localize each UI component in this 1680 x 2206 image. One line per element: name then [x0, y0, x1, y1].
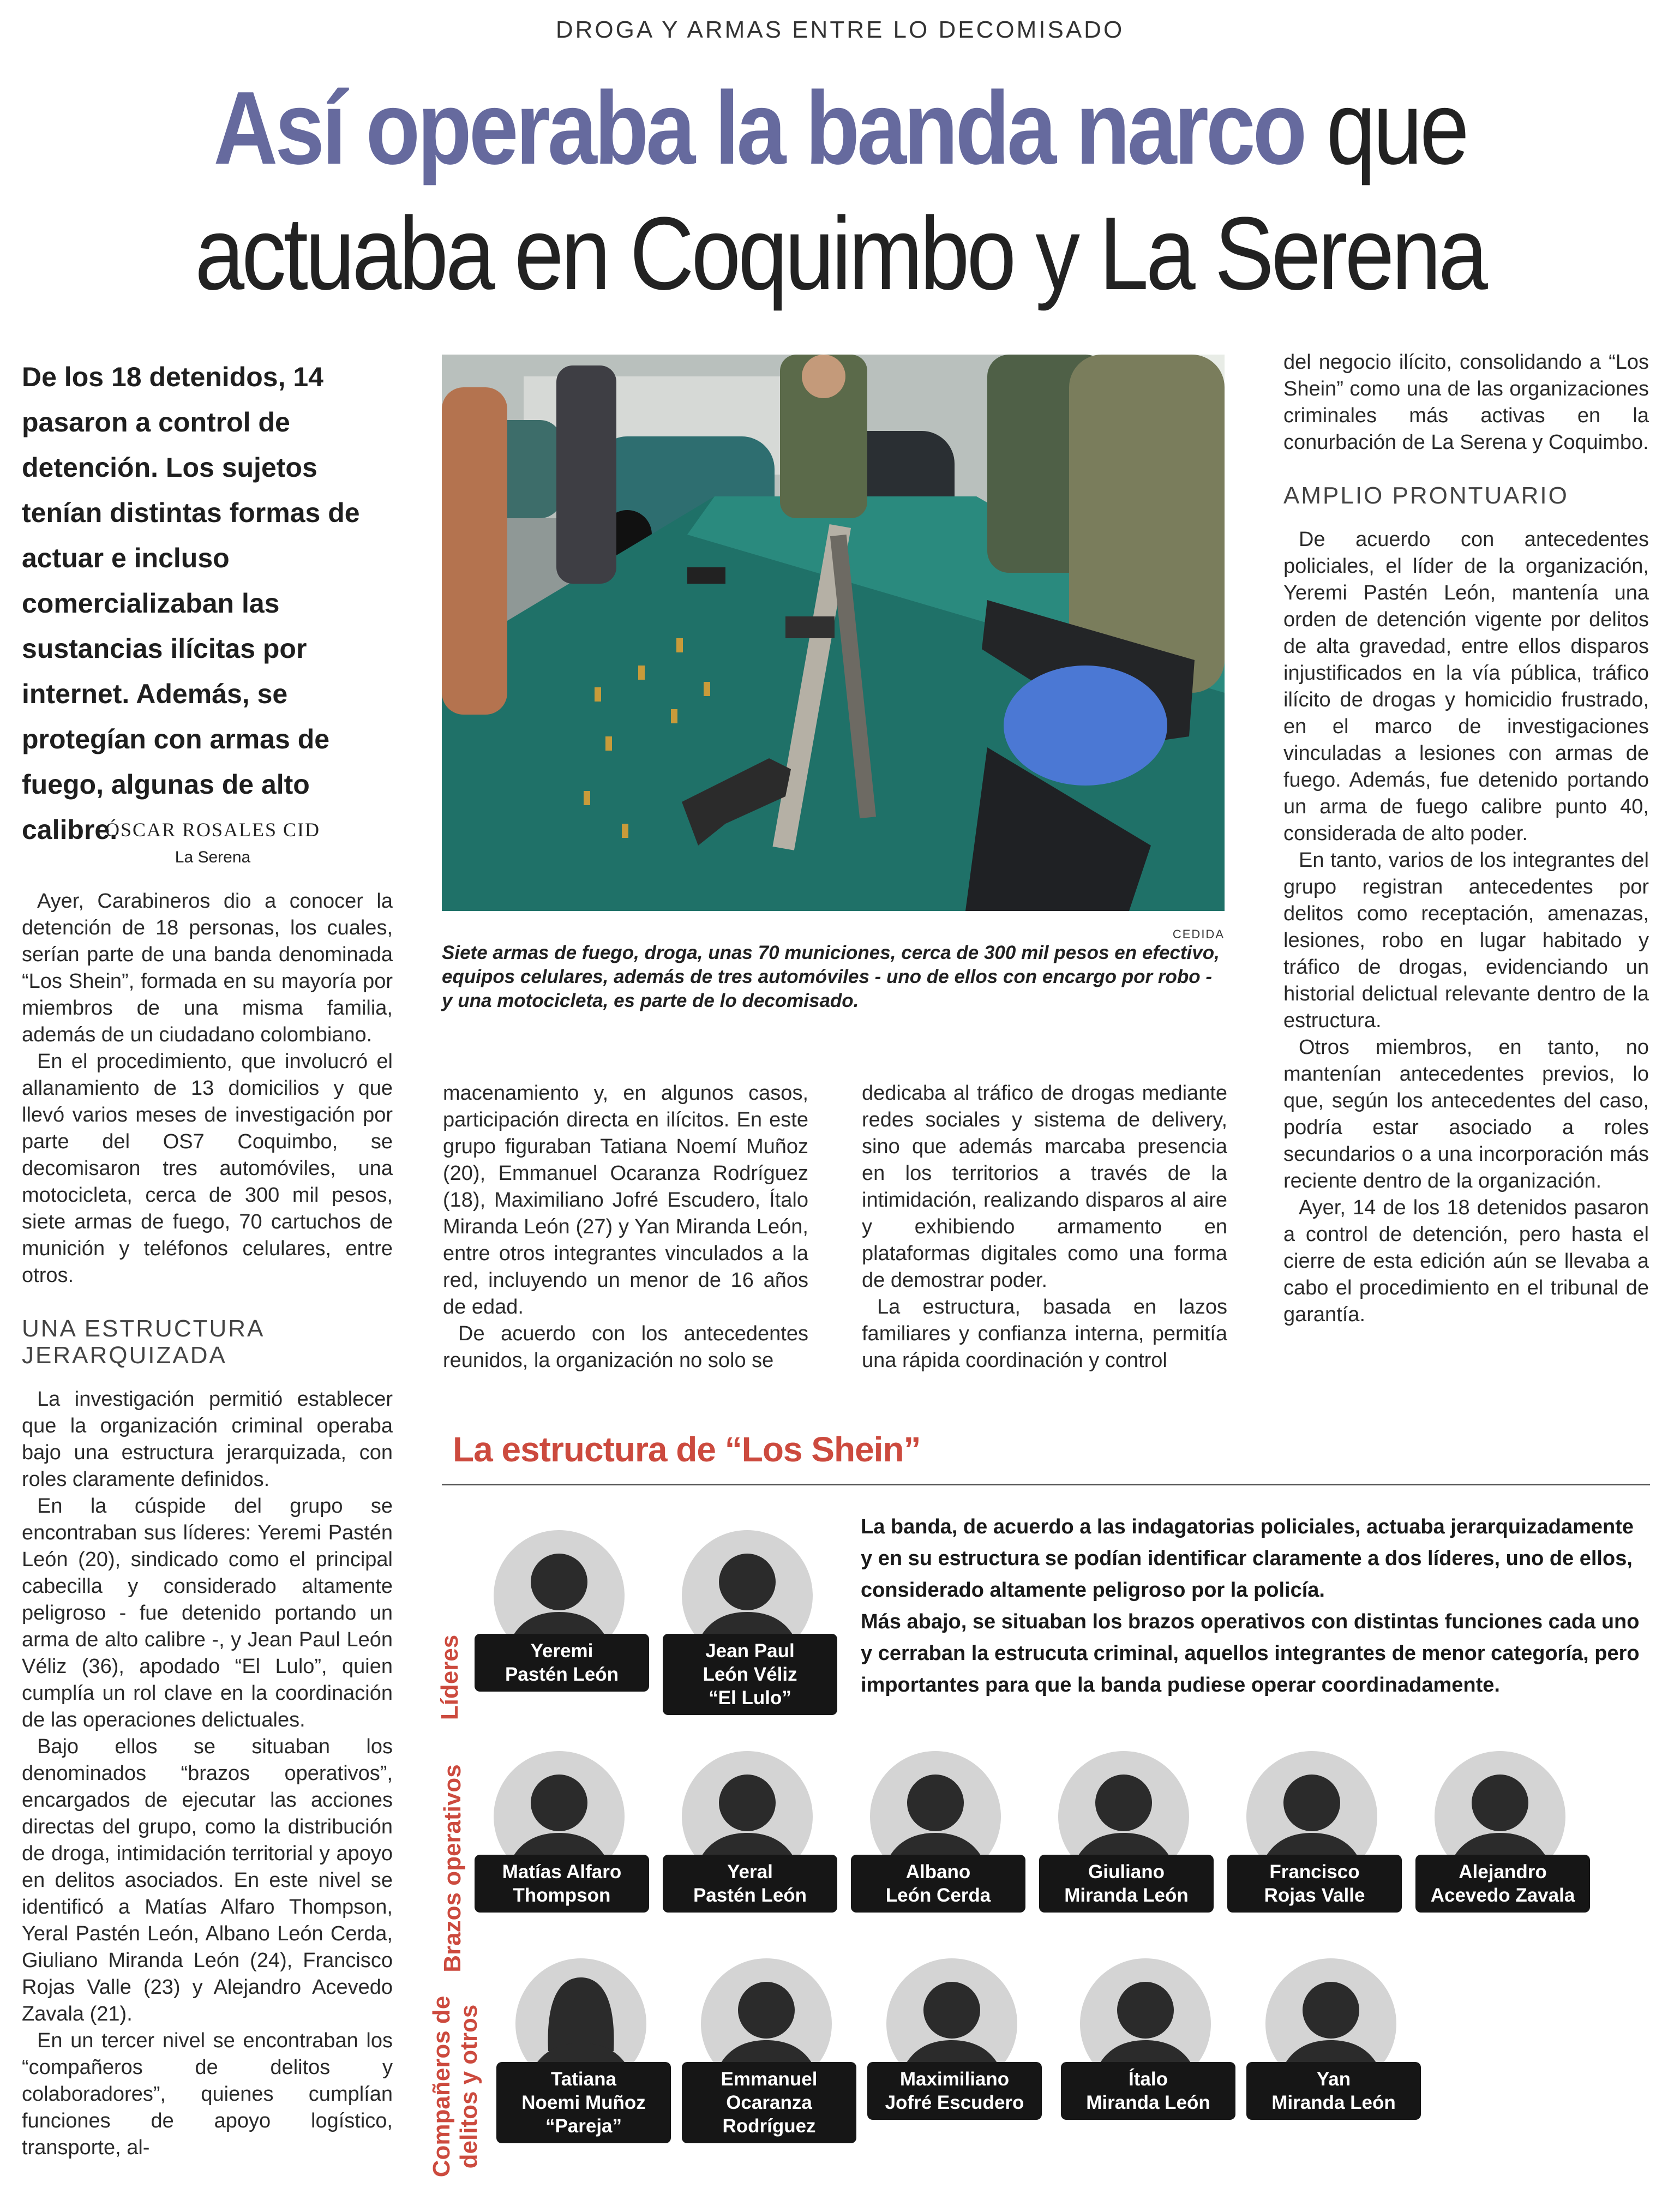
article-column-2 — [443, 1080, 808, 1374]
article-column-3 — [862, 1080, 1227, 1374]
kicker: DROGA Y ARMAS ENTRE LO DECOMISADO — [555, 16, 1125, 43]
member-card — [663, 1751, 837, 1931]
member-card — [1415, 1751, 1590, 1931]
member-name: Alejandro Acevedo Zavala — [1415, 1855, 1590, 1913]
row-label-partners — [428, 1977, 488, 2196]
infographic-text-1: La banda, de acuerdo a las indagatorias policiales, actuaba jerarquizadamente y en su estructura se podían identificar claramente a dos líderes, uno de ellos, considerado altamente peligroso por la policía. — [861, 1515, 1634, 1602]
headline-highlight: Así operaba la banda narco — [213, 70, 1305, 186]
infographic-title: La estructura de “Los Shein” — [453, 1430, 921, 1469]
headline-line2: actuaba en Coquimbo y La Serena — [195, 196, 1485, 311]
row-label-leaders: Líderes — [436, 1634, 463, 1721]
member-name: Yan Miranda León — [1246, 2062, 1421, 2120]
paragraph: macenamiento y, en algunos casos, participación directa en ilícitos. En este grupo figuraban Tatiana Noemí Muñoz (20), Emmanuel Ocaranza Rodríguez (18), Maximiliano Jofré Escudero, Ítalo Miranda León (27) y Yan Miranda León, entre otros integrantes vinculados a la red, incluyendo un menor de 16 años de edad. — [443, 1082, 808, 1318]
paragraph: La estructura, basada en lazos familiares y confianza interna, permitía una rápida coordinación y control — [862, 1296, 1227, 1372]
byline-city: La Serena — [175, 848, 251, 866]
seized-items-photo — [442, 355, 1225, 911]
member-card — [475, 1751, 649, 1931]
member-name: Yeral Pastén León — [663, 1855, 837, 1913]
article-column-4 — [1283, 349, 1649, 1328]
member-card — [851, 1751, 1025, 1931]
member-card — [1039, 1751, 1214, 1931]
row-label-partners-line2: delitos y otros — [455, 2004, 482, 2169]
byline-author: ÓSCAR ROSALES CID — [105, 819, 321, 841]
member-card — [867, 1958, 1042, 2138]
headline — [118, 65, 1563, 316]
headline-rest: que — [1326, 70, 1467, 186]
infographic-divider — [442, 1484, 1650, 1485]
paragraph: En el procedimiento, que involucró el allanamiento de 13 domicilios y que llevó varios meses de investigación por parte del OS7 Coquimbo, se decomisaron tres automóviles, una motocicleta, cerca de 300 mil pesos, siete armas de fuego, 70 cartuchos de munición y teléfonos celulares, entre otros. — [22, 1050, 393, 1287]
paragraph: La investigación permitió establecer que la organización criminal operaba bajo una estructura jerarquizada, con roles claramente definidos. — [22, 1388, 393, 1491]
photo-illustration — [442, 355, 1225, 911]
paragraph: dedicaba al tráfico de drogas mediante redes sociales y sistema de delivery, sino que además marcaba presencia en los territorios a través de la intimidación, realizando disparos al aire y exhibiendo armamento en plataformas digitales como una forma de demostrar poder. — [862, 1082, 1227, 1292]
member-name: Matías Alfaro Thompson — [475, 1855, 649, 1913]
photo-credit: CEDIDA — [1172, 927, 1225, 941]
member-card — [1246, 1958, 1421, 2138]
subhead: UNA ESTRUCTURA JERARQUIZADA — [22, 1315, 263, 1369]
paragraph: Ayer, Carabineros dio a conocer la detención de 18 personas, los cuales, serían parte de una banda denominada “Los Shein”, formada en su mayoría por miembros de una misma familia, además de un ciudadano colombiano. — [22, 890, 393, 1046]
member-name: Tatiana Noemi Muñoz “Pareja” — [496, 2062, 671, 2143]
photo-caption: Siete armas de fuego, droga, unas 70 municiones, cerca de 300 mil pesos en efectivo, equipos celulares, además de tres automóviles - uno de ellos con encargo por robo - y una motocicleta, es parte de lo decomisado. — [442, 942, 1220, 1011]
subhead: AMPLIO PRONTUARIO — [1283, 482, 1569, 509]
member-card — [663, 1530, 837, 1710]
row-label-partners-line1: Compañeros de — [428, 1995, 455, 2178]
lead-paragraph: De los 18 detenidos, 14 pasaron a control de detención. Los sujetos tenían distintas formas de actuar e incluso comercializaban las sustancias ilícitas por internet. Además, se protegían con armas de fuego, algunas de alto calibre. — [22, 362, 360, 845]
member-name: Jean Paul León Véliz “El Lulo” — [663, 1634, 837, 1715]
member-card — [682, 1958, 856, 2138]
paragraph: Bajo ellos se situaban los denominados “brazos operativos”, encargados de ejecutar las acciones directas del grupo, como la distribución de droga, intimidación territorial y apoyo en delitos asociados. En este nivel se identificó a Matías Alfaro Thompson, Yeral Pastén León, Albano León Cerda, Giuliano Miranda León (24), Francisco Rojas Valle (23) y Alejandro Acevedo Zavala (21). — [22, 1735, 393, 2025]
member-card — [496, 1958, 671, 2138]
paragraph: De acuerdo con antecedentes policiales, el líder de la organización, Yeremi Pastén León, mantenía una orden de detención vigente por delitos de alta gravedad, entre ellos disparos injustificados en la vía pública, tráfico ilícito de drogas y homicidio frustrado, en el marco de investigaciones vinculadas a lesiones con armas de fuego. Además, fue detenido portando un arma de fuego calibre punto 40, considerada de alto poder. — [1283, 528, 1649, 845]
paragraph: En tanto, varios de los integrantes del grupo registran antecedentes por delitos como receptación, amenazas, lesiones, robo en lugar habitado y tráfico de drogas, evidenciando un historial delictual relevante dentro de la estructura. — [1283, 849, 1649, 1032]
member-name: Francisco Rojas Valle — [1227, 1855, 1402, 1913]
paragraph: En la cúspide del grupo se encontraban sus líderes: Yeremi Pastén León (20), sindicado como el principal cabecilla y considerado altamente peligroso - fue detenido portando un arma de alto calibre -, y Jean Paul León Véliz (36), apodado “El Lulo”, quien cumplía un rol clave en la coordinación de las operaciones delictuales. — [22, 1495, 393, 1731]
infographic-text-2: Más abajo, se situaban los brazos operativos con distintas funciones cada uno y cerraban la estrucuta criminal, aquellos integrantes de menor categoría, pero importantes para que la banda pudiese operar coordinadamente. — [861, 1610, 1640, 1697]
member-name: Albano León Cerda — [851, 1855, 1025, 1913]
member-card — [1227, 1751, 1402, 1931]
paragraph: En un tercer nivel se encontraban los “compañeros de delitos y colaboradores”, quienes cumplían funciones de apoyo logístico, transporte, al- — [22, 2029, 393, 2159]
paragraph: Ayer, 14 de los 18 detenidos pasaron a control de detención, pero hasta el cierre de esta edición aún se llevaba a cabo el procedimiento en el tribunal de garantía. — [1283, 1196, 1649, 1326]
paragraph: del negocio ilícito, consolidando a “Los Shein” como una de las organizaciones criminales más activas en la conurbación de La Serena y Coquimbo. — [1283, 351, 1649, 454]
member-name: Yeremi Pastén León — [475, 1634, 649, 1692]
member-name: Maximiliano Jofré Escudero — [867, 2062, 1042, 2120]
infographic-description — [861, 1511, 1646, 1701]
member-name: Emmanuel Ocaranza Rodríguez — [682, 2062, 856, 2143]
member-name: Ítalo Miranda León — [1061, 2062, 1235, 2120]
member-card — [475, 1530, 649, 1710]
paragraph: De acuerdo con los antecedentes reunidos, la organización no solo se — [443, 1322, 808, 1372]
member-name: Giuliano Miranda León — [1039, 1855, 1214, 1913]
row-label-operatives: Brazos operativos — [439, 1764, 466, 1973]
paragraph: Otros miembros, en tanto, no mantenían antecedentes previos, lo que, según los antecedentes del caso, podría estar asociado a roles secundarios o a una incorporación más reciente dentro de la organización. — [1283, 1036, 1649, 1192]
article-column-1 — [22, 888, 393, 2161]
member-card — [1061, 1958, 1235, 2138]
